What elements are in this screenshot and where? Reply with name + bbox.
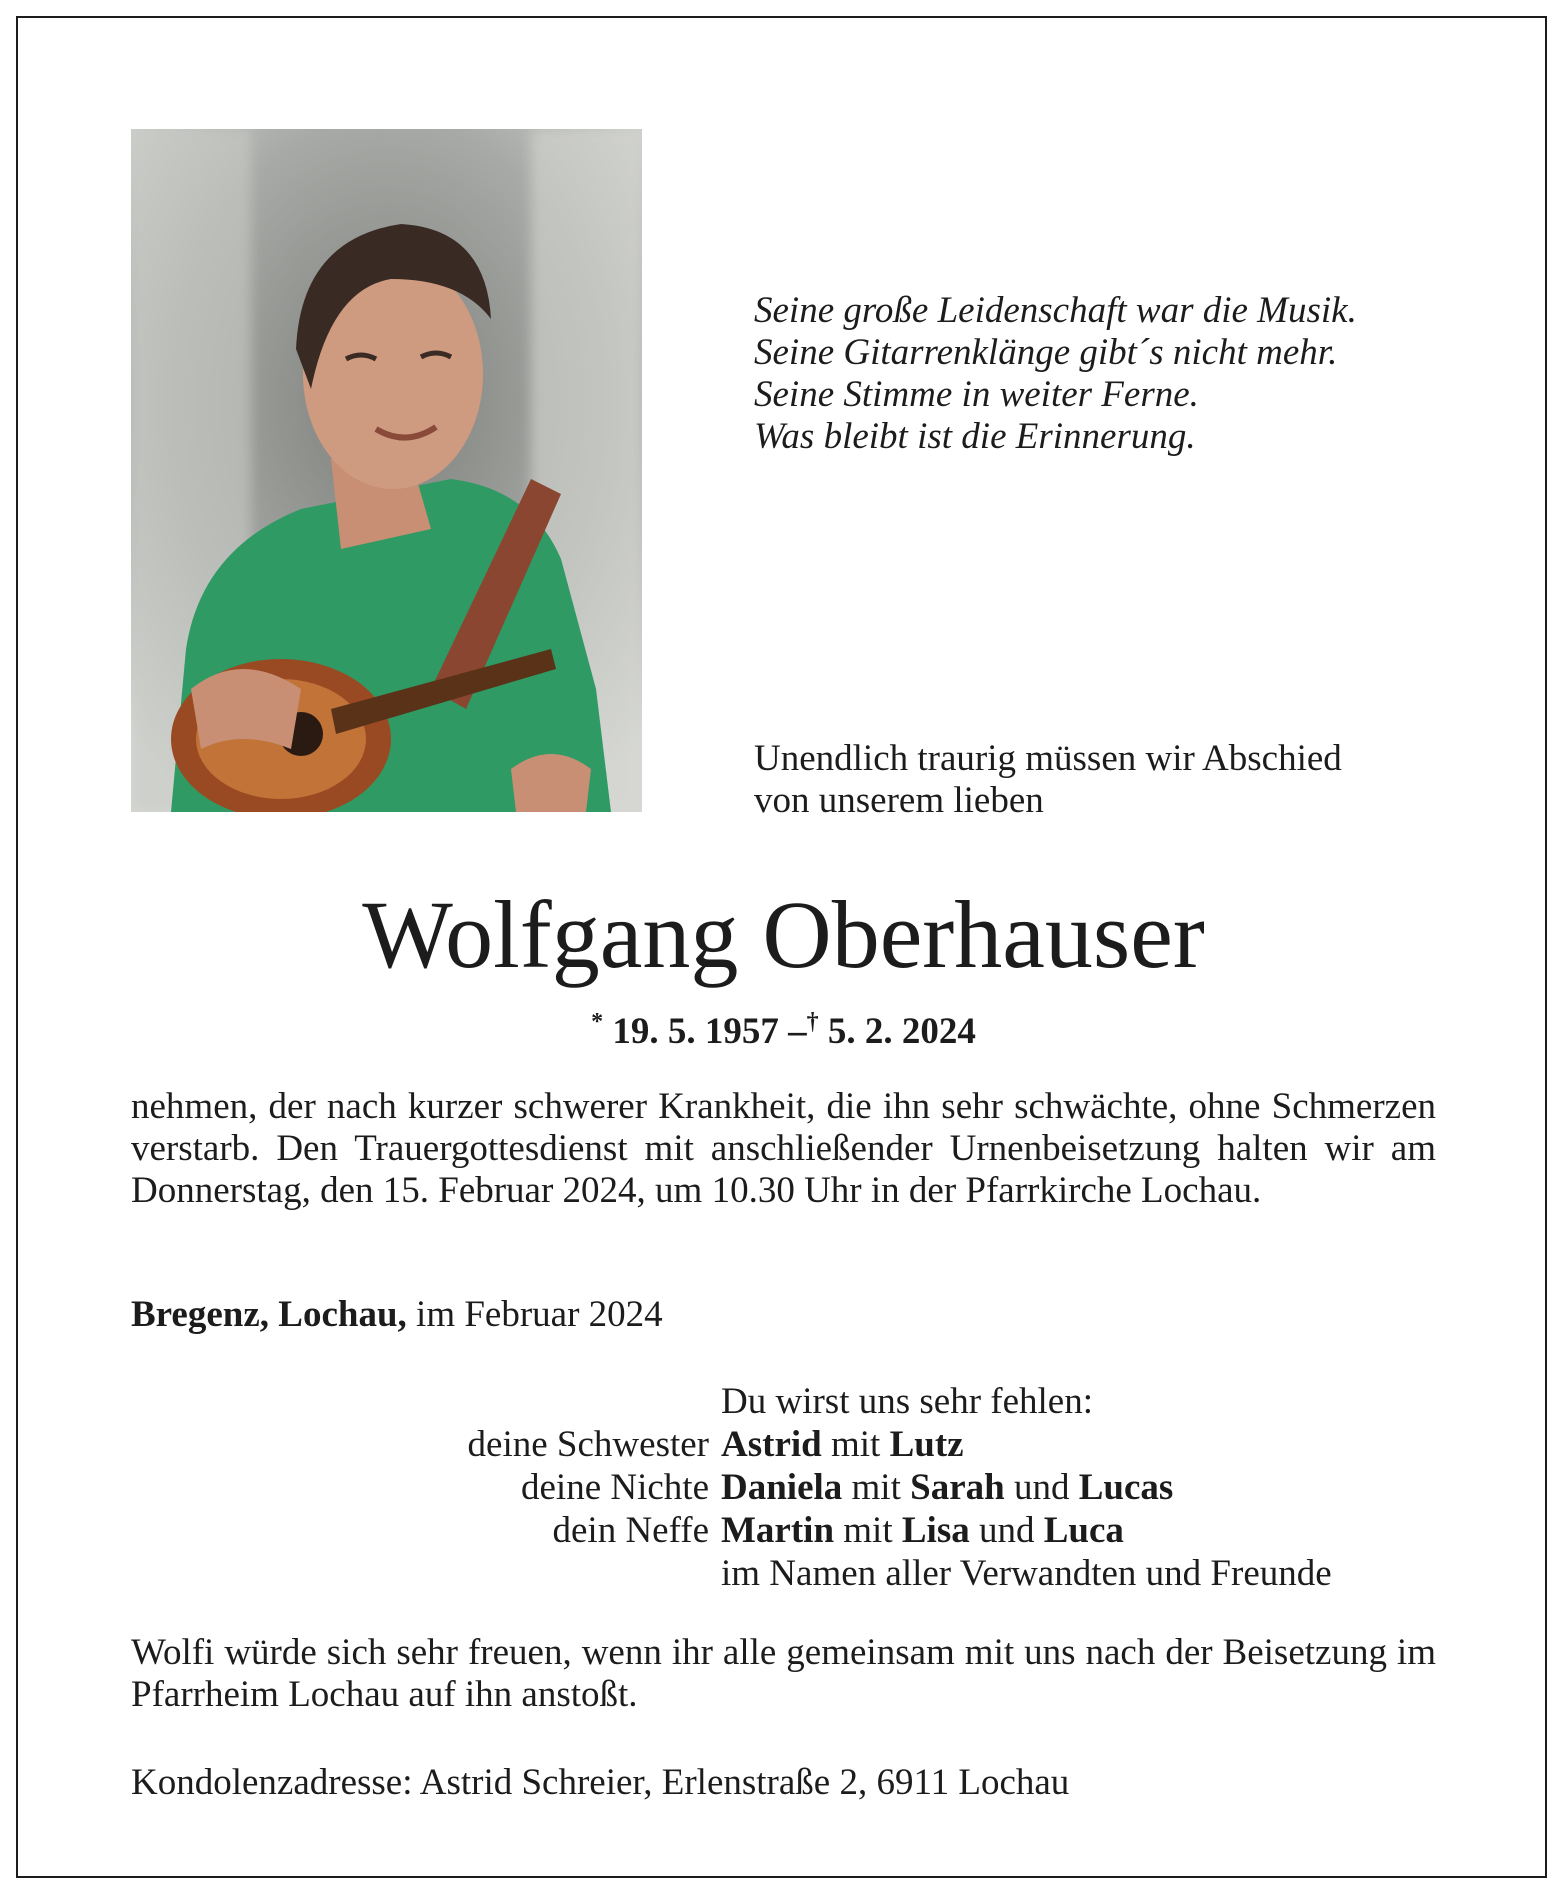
relation-label: dein Neffe bbox=[552, 1510, 709, 1551]
family-closing: im Namen aller Verwandten und Freunde bbox=[721, 1553, 1332, 1594]
intro-line: Unendlich traurig müssen wir Abschied bbox=[754, 738, 1342, 779]
family-names: Martin mit Lisa und Luca bbox=[721, 1510, 1124, 1551]
intro-line: von unserem lieben bbox=[754, 780, 1044, 821]
family-row bbox=[131, 1466, 1436, 1509]
birth-symbol: * bbox=[591, 1009, 604, 1035]
family-names: Astrid mit Lutz bbox=[721, 1424, 964, 1465]
condolence-address: Kondolenzadresse: Astrid Schreier, Erlenstraße 2, 6911 Lochau bbox=[131, 1762, 1070, 1803]
memorial-poem bbox=[754, 290, 1454, 458]
life-dates bbox=[0, 1000, 1567, 1054]
deceased-name: Wolfgang Oberhauser bbox=[362, 881, 1205, 988]
poem-line: Seine Gitarrenklänge gibt´s nicht mehr. bbox=[754, 332, 1338, 373]
family-row bbox=[131, 1423, 1436, 1466]
announcement-paragraph: nehmen, der nach kurzer schwerer Krankheit, die ihn sehr schwächte, ohne Schmerzen verstarb. Den Trauergottesdienst mit anschließender Urnenbeisetzung halten wir am Donnerstag, den 15. Februar 2024, um 10.30 Uhr in der Pfarrkirche Lochau. bbox=[131, 1086, 1436, 1211]
family-section bbox=[131, 1380, 1436, 1595]
intro-text bbox=[754, 738, 1474, 822]
family-names: Daniela mit Sarah und Lucas bbox=[721, 1467, 1174, 1508]
relation-label: deine Schwester bbox=[467, 1424, 709, 1465]
death-date: 5. 2. 2024 bbox=[827, 1011, 976, 1052]
date: im Februar 2024 bbox=[416, 1294, 663, 1335]
place: Bregenz, Lochau, bbox=[131, 1294, 407, 1335]
invitation-paragraph: Wolfi würde sich sehr freuen, wenn ihr alle gemeinsam mit uns nach der Beisetzung im Pfarrheim Lochau auf ihn anstoßt. bbox=[131, 1632, 1436, 1715]
poem-line: Seine Stimme in weiter Ferne. bbox=[754, 374, 1199, 415]
birth-date: 19. 5. 1957 bbox=[612, 1011, 779, 1052]
family-row bbox=[131, 1509, 1436, 1552]
family-heading-row bbox=[131, 1380, 1436, 1423]
family-heading: Du wirst uns sehr fehlen: bbox=[721, 1381, 1093, 1422]
portrait-photo bbox=[131, 129, 642, 812]
family-closing-row bbox=[131, 1552, 1436, 1595]
portrait-illustration bbox=[131, 129, 642, 812]
relation-label: deine Nichte bbox=[521, 1467, 709, 1508]
place-date-line bbox=[131, 1294, 663, 1336]
date-separator: – bbox=[788, 1011, 807, 1052]
poem-line: Was bleibt ist die Erinnerung. bbox=[754, 416, 1196, 457]
poem-line: Seine große Leidenschaft war die Musik. bbox=[754, 290, 1357, 331]
death-symbol: † bbox=[806, 1009, 819, 1035]
